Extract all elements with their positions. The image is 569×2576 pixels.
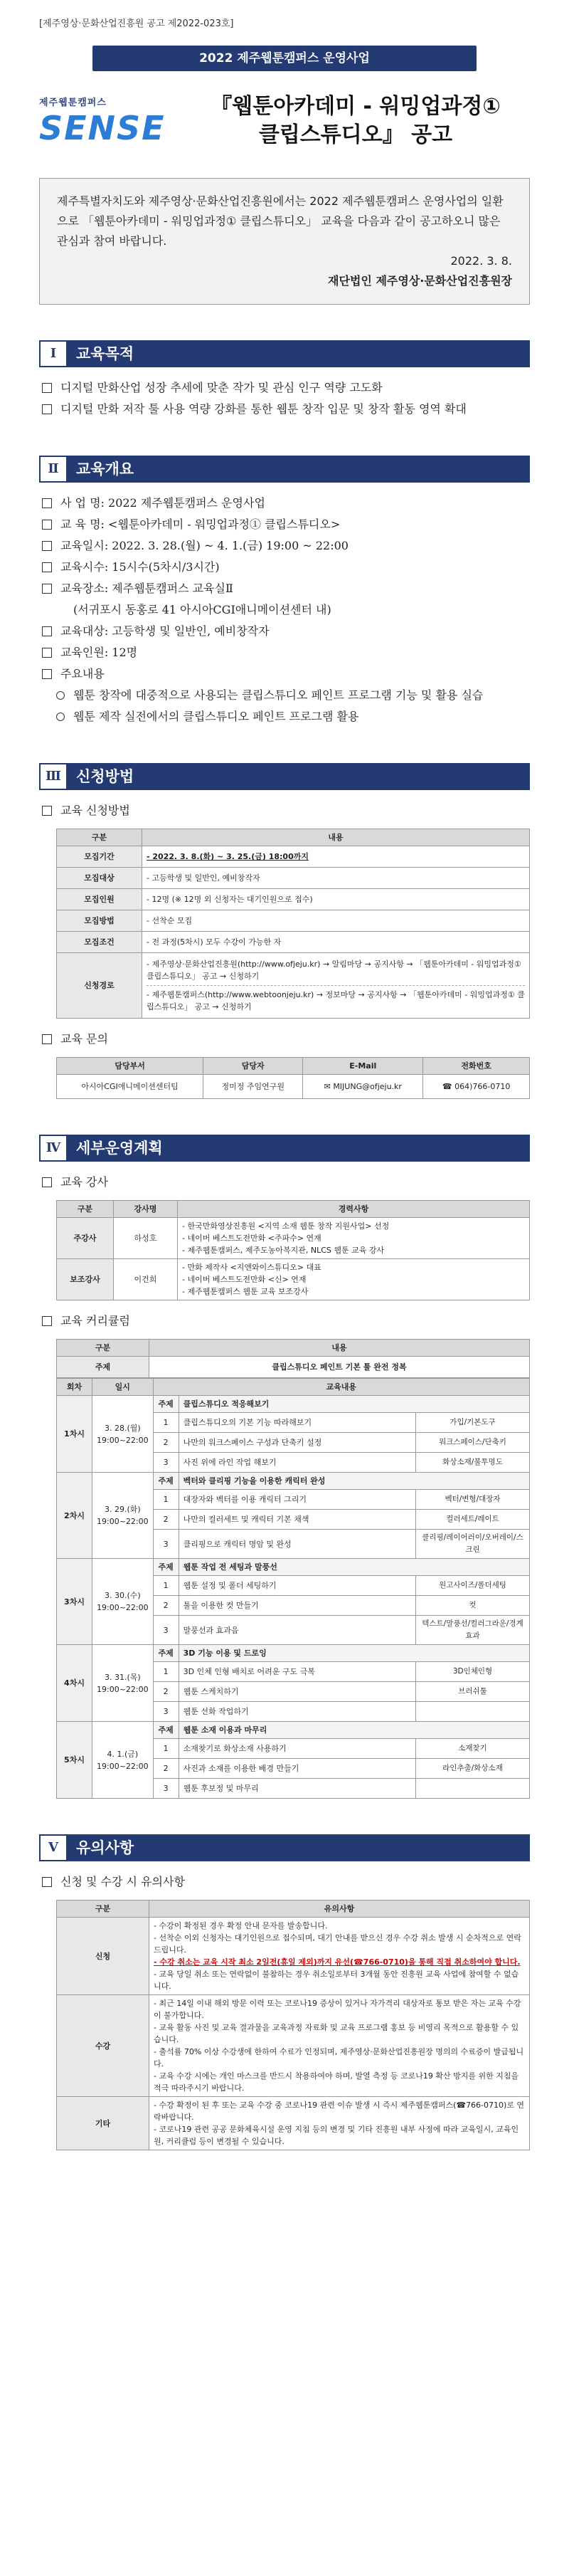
checkbox-icon <box>42 1034 52 1044</box>
note-line: - 최근 14일 이내 해외 방문 이력 또는 코로나19 증상이 있거나 자가격리 대상자로 통보 받은 자는 교육 수강이 불가합니다. <box>154 1999 521 2020</box>
intro-text: 제주특별자치도와 제주영상·문화산업진흥원에서는 2022 제주웹툰캠퍼스 운영사업의 일환으로 「웹툰아카데미 - 워밍업과정① 클립스튜디오」 교육을 다음과 같이 공고하오니 많은 관심과 참여 바랍니다. <box>57 194 504 248</box>
logo-text-en: SENSE <box>39 108 166 147</box>
row-label: 모집기간 <box>57 846 142 868</box>
theme-label: 주제 <box>57 1357 149 1378</box>
section-header <box>39 1135 530 1162</box>
place-address: (서귀포시 동홍로 41 아시아CGI애니메이션센터 내) <box>73 603 331 616</box>
circle-bullet-icon <box>56 691 65 700</box>
career-line: - 제주웹툰캠퍼스 웹툰 교육 보조강사 <box>182 1287 309 1296</box>
table-row <box>57 953 530 1019</box>
row-tools: 3D인체인형 <box>416 1662 530 1682</box>
table-header: 회차 <box>57 1379 92 1396</box>
sub-item <box>39 685 530 706</box>
session-date: 3. 29.(화) <box>104 1505 141 1514</box>
item-text: 교육 커리큘럼 <box>60 1314 130 1328</box>
recruit-period: - 2022. 3. 8.(화) ~ 3. 25.(금) 18:00까지 <box>147 852 309 861</box>
row-label: 모집방법 <box>57 910 142 932</box>
row-label: 신청 <box>57 1918 149 1995</box>
table-header: 담당부서 <box>57 1058 203 1075</box>
program-banner: 2022 제주웹툰캠퍼스 운영사업 <box>92 46 477 71</box>
row-tools: 라인추출/화상소재 <box>416 1759 530 1779</box>
row-index: 2 <box>153 1759 179 1779</box>
list-item <box>39 663 530 685</box>
checkbox-icon <box>42 669 52 679</box>
row-value <box>149 1918 530 1995</box>
session-time: 19:00~22:00 <box>97 1517 149 1526</box>
circle-bullet-icon <box>56 713 65 721</box>
row-value: - 선착순 모집 <box>142 910 530 932</box>
row-tools: 브러쉬툴 <box>416 1682 530 1702</box>
session-number: 4차시 <box>57 1645 92 1722</box>
session-time: 19:00~22:00 <box>97 1603 149 1612</box>
topic-label: 주제 <box>153 1559 179 1576</box>
career-line: - 네이버 베스트도전만화 <주파수> 연재 <box>182 1234 321 1243</box>
row-content: 사진 위에 라인 작업 해보기 <box>179 1453 415 1473</box>
item-text: 교육 문의 <box>60 1032 108 1046</box>
table-header: 경력사항 <box>178 1201 530 1218</box>
row-index: 1 <box>153 1413 179 1433</box>
row-index: 2 <box>153 1433 179 1453</box>
row-content: 클립스튜디오의 기본 기능 따라해보기 <box>179 1413 415 1433</box>
item-text: 디지털 만화산업 성장 추세에 맞춘 작가 및 관심 인구 역량 고도화 <box>60 381 383 394</box>
apply-route-2: - 제주웹툰캠퍼스(http://www.webtoonjeju.kr) → 정보마당 → 공지사항 → 「웹툰아카데미 - 워밍업과정① 클립스튜디오」 공고 → 신청하기 <box>147 985 525 1016</box>
session-datetime <box>92 1645 154 1722</box>
list-item <box>39 642 530 663</box>
table-row <box>57 1357 530 1378</box>
header <box>39 78 530 164</box>
item-text: 교육 강사 <box>60 1175 108 1189</box>
note-line: - 교육 수강 시에는 개인 마스크를 반드시 착용하여야 하며, 발열 측정 등 코로나19 확산 방지를 위한 지침을 적극 따라주시기 바랍니다. <box>154 2071 519 2093</box>
section-plan <box>39 1135 530 1799</box>
contact-table <box>56 1057 530 1099</box>
career-line: - 제주웹툰캠퍼스, 제주도농아복지관, NLCS 웹툰 교육 강사 <box>182 1246 385 1255</box>
row-value <box>149 1995 530 2097</box>
row-index: 3 <box>153 1779 179 1799</box>
intro-box <box>39 178 530 305</box>
item-text: 디지털 만화 저작 툴 사용 역량 강화를 통한 웹툰 창작 입문 및 창작 활동 영역 확대 <box>60 402 467 416</box>
session-date: 3. 28.(월) <box>104 1423 141 1433</box>
phone-icon: ☎ <box>442 1082 455 1091</box>
table-header: 구분 <box>57 1340 149 1357</box>
instructor-role: 주강사 <box>57 1218 114 1259</box>
section-header <box>39 763 530 790</box>
row-index: 2 <box>153 1682 179 1702</box>
row-content: 클리핑으로 캐릭터 명암 및 완성 <box>179 1530 415 1559</box>
checkbox-icon <box>42 1177 52 1187</box>
list-item <box>39 514 530 535</box>
session-topic-row <box>57 1396 530 1413</box>
table-row <box>57 889 530 910</box>
checkbox-icon <box>42 806 52 816</box>
checkbox-icon <box>42 584 52 594</box>
row-content: 3D 인체 인형 배치로 어려운 구도 극복 <box>179 1662 415 1682</box>
instructor-name: 하성호 <box>114 1218 178 1259</box>
section-header <box>39 456 530 483</box>
item-text: 사 업 명: 2022 제주웹툰캠퍼스 운영사업 <box>60 496 265 510</box>
session-topic-row <box>57 1473 530 1490</box>
section-overview <box>39 456 530 727</box>
session-time: 19:00~22:00 <box>97 1684 149 1694</box>
row-tools: 가입/기본도구 <box>416 1413 530 1433</box>
contact-email-cell <box>303 1075 423 1099</box>
session-number: 1차시 <box>57 1396 92 1473</box>
notes-table <box>56 1900 530 2150</box>
intro-date: 2022. 3. 8. <box>450 254 512 268</box>
note-line: - 선착순 이외 신청자는 대기인원으로 접수되며, 대기 안내를 받으신 경우 수강 취소 발생 시 순차적으로 연락드립니다. <box>154 1933 521 1955</box>
section-title: 유의사항 <box>68 1834 530 1861</box>
row-tools: 텍스트/말풍선/컬러그라운/경계효과 <box>416 1616 530 1645</box>
item-text: 교육대상: 고등학생 및 일반인, 예비창작자 <box>60 624 270 638</box>
row-content: 나만의 워크스페이스 구성과 단축키 설정 <box>179 1433 415 1453</box>
table-header: 담당자 <box>203 1058 303 1075</box>
row-content: 툴을 이용한 컷 만들기 <box>179 1596 415 1616</box>
mail-icon: ✉ <box>324 1082 334 1091</box>
section-title: 교육개요 <box>68 456 530 483</box>
section-header <box>39 340 530 367</box>
theme-value: 클립스튜디오 페인트 기본 툴 완전 정복 <box>149 1357 530 1378</box>
session-topic: 웹툰 소재 이용과 마무리 <box>179 1722 529 1739</box>
session-datetime <box>92 1722 154 1799</box>
instructor-name: 이건희 <box>114 1259 178 1300</box>
list-item <box>39 1029 530 1050</box>
session-topic-row <box>57 1722 530 1739</box>
title-line-1: 『웹툰아카데미 - 워밍업과정① <box>211 94 501 119</box>
checkbox-icon <box>42 383 52 393</box>
note-line: - 수강 취소는 교육 시작 최소 2일전(휴일 제외)까지 유선(☎766-0710)을 통해 직접 취소하여야 합니다. <box>154 1957 521 1967</box>
section-number: Ⅳ <box>39 1135 68 1162</box>
row-index: 2 <box>153 1596 179 1616</box>
item-text: 교육일시: 2022. 3. 28.(월) ~ 4. 1.(금) 19:00 ~ 22:00 <box>60 539 349 552</box>
checkbox-icon <box>42 562 52 572</box>
notes-table-wrap <box>56 1900 530 2150</box>
row-label: 모집인원 <box>57 889 142 910</box>
apply-route-1: - 제주영상·문화산업진흥원(http://www.ofjeju.kr) → 알림마당 → 공지사항 → 「웹툰아카데미 - 워밍업과정① 클립스튜디오」 공고 → 신청하기 <box>147 960 521 981</box>
session-topic: 클립스튜디오 적응해보기 <box>179 1396 529 1413</box>
section-number: Ⅲ <box>39 763 68 790</box>
row-content: 웹툰 선화 작업하기 <box>179 1702 415 1722</box>
list-item <box>39 621 530 642</box>
section-title: 세부운영계획 <box>68 1135 530 1162</box>
row-index: 3 <box>153 1530 179 1559</box>
row-tools: 컬러세트/레이트 <box>416 1510 530 1530</box>
row-label: 기타 <box>57 2097 149 2150</box>
section-notes <box>39 1834 530 2150</box>
session-time: 19:00~22:00 <box>97 1435 149 1445</box>
table-row <box>57 2097 530 2150</box>
row-tools: 원고사이즈/폴더세팅 <box>416 1576 530 1596</box>
session-topic-row <box>57 1559 530 1576</box>
list-item <box>39 493 530 514</box>
note-line: - 수강이 확정된 경우 확정 안내 문자를 발송합니다. <box>154 1921 328 1930</box>
instructor-table <box>56 1200 530 1300</box>
logo-text-ko: 제주웹툰캠퍼스 <box>39 97 107 108</box>
list-item <box>39 1310 530 1332</box>
title-line-2: 클립스튜디오』 공고 <box>258 122 453 147</box>
session-number: 5차시 <box>57 1722 92 1799</box>
item-text: 주요내용 <box>60 667 105 680</box>
note-line: - 수강 확정이 된 후 또는 교육 수강 중 코로나19 관련 이슈 발생 시 즉시 제주웹툰캠퍼스(☎766-0710)로 연락바랍니다. <box>154 2101 525 2122</box>
table-row <box>57 1995 530 2097</box>
section-number: Ⅰ <box>39 340 68 367</box>
session-topic: 웹툰 작업 전 세팅과 말풍선 <box>179 1559 529 1576</box>
topic-label: 주제 <box>153 1396 179 1413</box>
contact-phone-cell <box>423 1075 530 1099</box>
table-header: 교육내용 <box>153 1379 529 1396</box>
document-number: [제주영상·문화산업진흥원 공고 제2022-023호] <box>39 19 234 29</box>
row-index: 3 <box>153 1702 179 1722</box>
item-text: 웹툰 창작에 대중적으로 사용되는 클립스튜디오 페인트 프로그램 기능 및 활용 실습 <box>73 688 484 702</box>
note-line: - 교육 당일 취소 또는 연락없이 불참하는 경우 취소일로부터 3개월 동안 진흥원 교육 사업에 참여할 수 없습니다. <box>154 1970 519 1991</box>
logo <box>39 95 181 148</box>
section-title: 신청방법 <box>68 763 530 790</box>
row-label: 신청경로 <box>57 953 142 1019</box>
session-number: 3차시 <box>57 1559 92 1645</box>
session-number: 2차시 <box>57 1473 92 1559</box>
row-label: 모집조건 <box>57 932 142 953</box>
topic-label: 주제 <box>153 1722 179 1739</box>
section-header <box>39 1834 530 1861</box>
career-line: - 만화 제작사 <지앤와이스튜디오> 대표 <box>182 1263 321 1272</box>
row-value: - 고등학생 및 일반인, 예비창작자 <box>142 868 530 889</box>
row-tools: 워크스페이스/단축키 <box>416 1433 530 1453</box>
session-topic: 벡터와 클리핑 기능을 이용한 캐릭터 완성 <box>179 1473 529 1490</box>
topic-label: 주제 <box>153 1645 179 1662</box>
sub-item <box>39 706 530 727</box>
table-header: 구분 <box>57 1901 149 1918</box>
row-content: 웹툰 후보정 및 마무리 <box>179 1779 415 1799</box>
session-datetime <box>92 1473 154 1559</box>
table-row <box>57 868 530 889</box>
item-text: 신청 및 수강 시 유의사항 <box>60 1875 185 1888</box>
item-text: 교 육 명: <웹툰아카데미 - 워밍업과정① 클립스튜디오> <box>60 517 341 531</box>
section-title: 교육목적 <box>68 340 530 367</box>
table-header: 강사명 <box>114 1201 178 1218</box>
row-index: 1 <box>153 1490 179 1510</box>
session-date: 3. 31.(목) <box>104 1672 141 1682</box>
checkbox-icon <box>42 626 52 636</box>
contact-email[interactable]: MIJUNG@ofjeju.kr <box>333 1082 402 1091</box>
section-items <box>39 1310 530 1332</box>
section-application <box>39 763 530 1099</box>
table-header: 구분 <box>57 829 142 846</box>
career-line: - 네이버 베스트도전만화 <신> 연재 <box>182 1275 307 1284</box>
list-item <box>39 800 530 821</box>
table-header: 구분 <box>57 1201 114 1218</box>
section-number: Ⅱ <box>39 456 68 483</box>
note-line: - 코로나19 관련 공공 문화체육시설 운영 지침 등의 변경 및 기타 진흥원 내부 사정에 따라 교육일시, 교육인원, 커리큘럼 등이 변경될 수 있습니다. <box>154 2125 519 2146</box>
section-number: Ⅴ <box>39 1834 68 1861</box>
row-content: 웹툰 스케치하기 <box>179 1682 415 1702</box>
session-datetime <box>92 1559 154 1645</box>
row-value <box>149 2097 530 2150</box>
list-item <box>39 535 530 557</box>
row-tools <box>416 1779 530 1799</box>
application-table-wrap <box>56 829 530 1019</box>
list-item <box>39 377 530 399</box>
item-text: 교육장소: 제주웹툰캠퍼스 교육실Ⅱ <box>60 582 233 595</box>
row-value: - 12명 (※ 12명 외 신청자는 대기인원으로 접수) <box>142 889 530 910</box>
row-tools: 컷 <box>416 1596 530 1616</box>
contact-dept: 아시아CGI애니메이션센터팀 <box>57 1075 203 1099</box>
intro-org: 재단법인 제주영상·문화산업진흥원장 <box>328 274 512 288</box>
row-content: 대장자와 벡터를 이용 캐릭터 그리기 <box>179 1490 415 1510</box>
checkbox-icon <box>42 648 52 658</box>
checkbox-icon <box>42 1316 52 1326</box>
item-text: 웹툰 제작 실전에서의 클립스튜디오 페인트 프로그램 활용 <box>73 710 359 723</box>
checkbox-icon <box>42 404 52 414</box>
curriculum-table <box>56 1378 530 1799</box>
list-item <box>39 1871 530 1893</box>
row-value <box>142 953 530 1019</box>
checkbox-icon <box>42 541 52 551</box>
curriculum-table-wrap <box>56 1339 530 1799</box>
row-tools: 소재찾기 <box>416 1739 530 1759</box>
instructor-career <box>178 1218 530 1259</box>
session-topic: 3D 기능 이용 및 드로잉 <box>179 1645 529 1662</box>
row-tools: 클리핑/레이어러이/오버레이/스크린 <box>416 1530 530 1559</box>
note-line: - 출석률 70% 이상 수강생에 한하여 수료가 인정되며, 제주영상·문화산업진흥원장 명의의 수료증이 발급됩니다. <box>154 2047 524 2068</box>
row-label: 수강 <box>57 1995 149 2097</box>
table-header: 내용 <box>149 1340 530 1357</box>
table-row <box>57 1918 530 1995</box>
instructor-table-wrap <box>56 1200 530 1300</box>
table-row <box>57 932 530 953</box>
section-items <box>39 800 530 821</box>
section-items <box>39 377 530 420</box>
row-content: 웹툰 설정 및 폴더 세팅하기 <box>179 1576 415 1596</box>
career-line: - 한국만화영상진흥원 <지역 소재 웹툰 창작 지원사업> 선정 <box>182 1221 390 1231</box>
item-text: 교육시수: 15시수(5차시/3시간) <box>60 560 220 574</box>
list-item <box>39 1172 530 1193</box>
instructor-career <box>178 1259 530 1300</box>
row-tools: 벡터/변형/대장자 <box>416 1490 530 1510</box>
table-row <box>57 910 530 932</box>
table-header: 내용 <box>142 829 530 846</box>
row-value <box>142 846 530 868</box>
row-value: - 전 과정(5차시) 모두 수강이 가능한 자 <box>142 932 530 953</box>
list-item <box>39 578 530 599</box>
contact-person: 정미정 주임연구원 <box>203 1075 303 1099</box>
checkbox-icon <box>42 1877 52 1887</box>
section-items <box>39 493 530 727</box>
row-label: 모집대상 <box>57 868 142 889</box>
section-items <box>39 1029 530 1050</box>
list-item <box>39 557 530 578</box>
row-content: 말풍선과 효과음 <box>179 1616 415 1645</box>
instructor-role: 보조강사 <box>57 1259 114 1300</box>
row-content: 나만의 컬러세트 및 캐릭터 기본 채색 <box>179 1510 415 1530</box>
item-text: 교육 신청방법 <box>60 804 130 817</box>
session-datetime <box>92 1396 154 1473</box>
table-row <box>57 846 530 868</box>
row-index: 1 <box>153 1662 179 1682</box>
table-header: 유의사항 <box>149 1901 530 1918</box>
row-tools: 화상소재/불투명도 <box>416 1453 530 1473</box>
row-index: 3 <box>153 1453 179 1473</box>
row-tools <box>416 1702 530 1722</box>
table-row <box>57 1075 530 1099</box>
checkbox-icon <box>42 520 52 530</box>
row-content: 사진과 소재를 이용한 배경 만들기 <box>179 1759 415 1779</box>
contact-table-wrap <box>56 1057 530 1099</box>
table-header: 일시 <box>92 1379 154 1396</box>
session-date: 4. 1.(금) <box>107 1749 139 1759</box>
row-index: 1 <box>153 1576 179 1596</box>
curriculum-theme-table <box>56 1339 530 1378</box>
row-index: 2 <box>153 1510 179 1530</box>
session-date: 3. 30.(수) <box>104 1591 141 1600</box>
table-header: E-Mail <box>303 1058 423 1075</box>
item-text: 교육인원: 12명 <box>60 646 138 659</box>
section-purpose <box>39 340 530 420</box>
section-items <box>39 1172 530 1193</box>
session-time: 19:00~22:00 <box>97 1761 149 1771</box>
list-item <box>39 399 530 420</box>
row-index: 3 <box>153 1616 179 1645</box>
table-row <box>57 1259 530 1300</box>
table-row <box>57 1218 530 1259</box>
note-line: - 교육 활동 사진 및 교육 결과물을 교육과정 자료화 및 교육 프로그램 홍보 등 비영리 목적으로 활용할 수 있습니다. <box>154 2023 519 2044</box>
topic-label: 주제 <box>153 1473 179 1490</box>
row-content: 소재찾기로 화상소재 사용하기 <box>179 1739 415 1759</box>
section-items <box>39 1871 530 1893</box>
table-header: 전화번호 <box>423 1058 530 1075</box>
checkbox-icon <box>42 498 52 508</box>
session-topic-row <box>57 1645 530 1662</box>
contact-phone: 064)766-0710 <box>454 1082 511 1091</box>
row-index: 1 <box>153 1739 179 1759</box>
application-table <box>56 829 530 1019</box>
page-title <box>181 93 530 149</box>
